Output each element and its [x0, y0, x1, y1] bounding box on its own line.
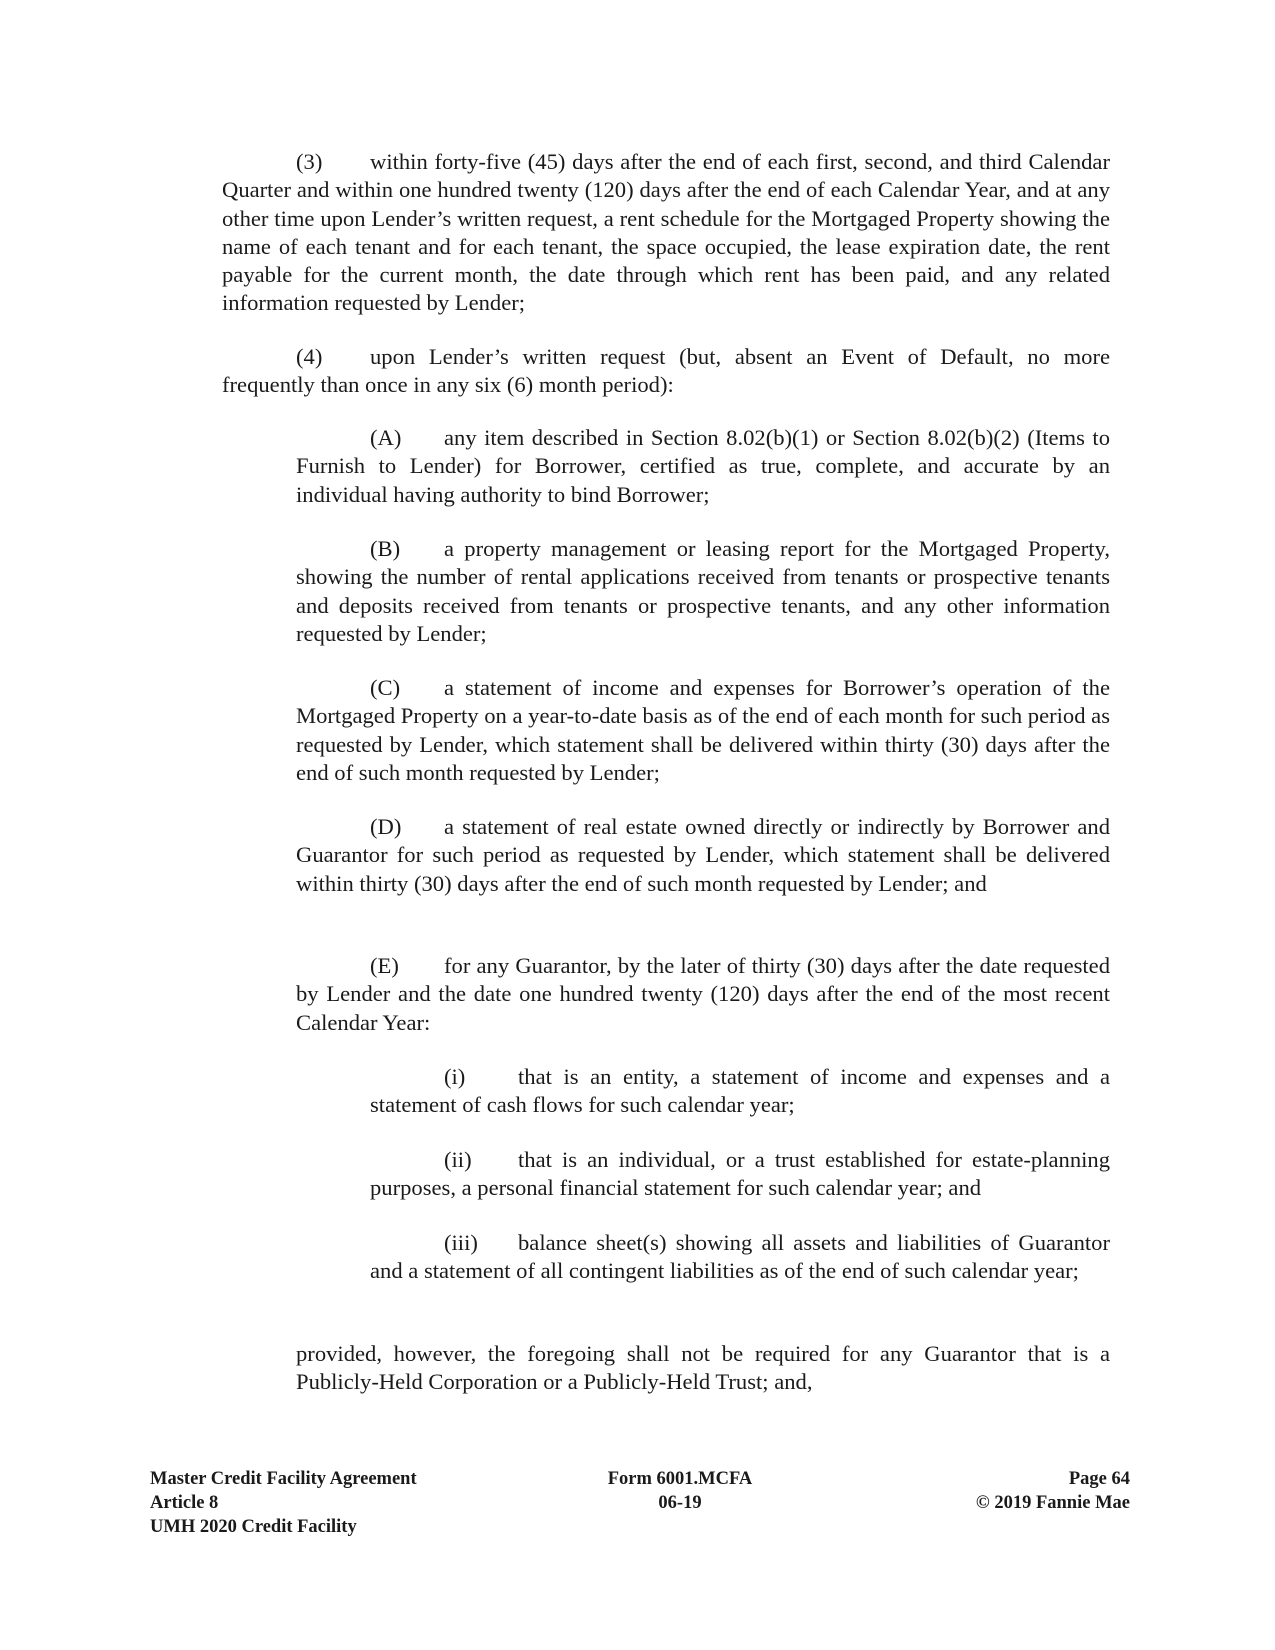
paragraph-C	[296, 674, 1110, 787]
paragraph-text: a statement of income and expenses for Borrower’s operation of the Mortgaged Property on a year-to-date basis as of the end of each month for such period as requested by Lender, which statement shall be delivered within thirty (30) days after the end of such month requested by Lender;	[296, 675, 1110, 785]
paragraph-3	[222, 148, 1110, 318]
footer-page-number: Page 64	[1068, 1469, 1130, 1489]
paragraph-text: within forty-five (45) days after the end of each first, second, and third Calendar Quarter and within one hundred twenty (120) days after the end of each Calendar Year, and at any other time upon Lender’s written request, a rent schedule for the Mortgaged Property showing the name of each tenant and for each tenant, the space occupied, the lease expiration date, the rent payable for the current month, the date through which rent has been paid, and any related information requested by Lender;	[222, 149, 1110, 316]
paragraph-text: for any Guarantor, by the later of thirty (30) days after the date requested by Lender and the date one hundred twenty (120) days after the end of the most recent Calendar Year:	[296, 953, 1110, 1035]
proviso-paragraph	[296, 1340, 1110, 1397]
paragraph-text: provided, however, the foregoing shall not be required for any Guarantor that is a Publicly-Held Corporation or a Publicly-Held Trust; and,	[296, 1341, 1110, 1395]
paragraph-text: upon Lender’s written request (but, absent an Event of Default, no more frequently than once in any six (6) month period):	[222, 344, 1110, 398]
footer-agreement-title: Master Credit Facility Agreement	[150, 1469, 417, 1489]
footer-left	[150, 1467, 417, 1539]
paragraph-label: (D)	[370, 814, 402, 839]
footer-article: Article 8	[150, 1493, 219, 1513]
paragraph-D	[296, 813, 1110, 898]
paragraph-4	[222, 343, 1110, 400]
paragraph-text: a statement of real estate owned directly or indirectly by Borrower and Guarantor for such period as requested by Lender, which statement shall be delivered within thirty (30) days after the end of such month requested by Lender; and	[296, 814, 1110, 896]
paragraph-text: balance sheet(s) showing all assets and liabilities of Guarantor and a statement of all contingent liabilities as of the end of such calendar year;	[370, 1230, 1110, 1284]
paragraph-text: that is an entity, a statement of income and expenses and a statement of cash flows for such calendar year;	[370, 1064, 1110, 1118]
paragraph-E	[296, 952, 1110, 1037]
paragraph-text: any item described in Section 8.02(b)(1) or Section 8.02(b)(2) (Items to Furnish to Lender) for Borrower, certified as true, complete, and accurate by an individual having authority to bind Borrower;	[296, 425, 1110, 507]
paragraph-i	[370, 1063, 1110, 1120]
footer-copyright: © 2019 Fannie Mae	[975, 1493, 1130, 1513]
paragraph-label: (3)	[296, 149, 323, 174]
footer-right	[880, 1467, 1130, 1515]
paragraph-label: (iii)	[444, 1230, 478, 1255]
paragraph-B	[296, 535, 1110, 648]
paragraph-label: (ii)	[444, 1147, 472, 1172]
paragraph-text: that is an individual, or a trust established for estate-planning purposes, a personal financial statement for such calendar year; and	[370, 1147, 1110, 1201]
paragraph-label: (E)	[370, 953, 399, 978]
footer-form-date: 06-19	[658, 1493, 702, 1513]
paragraph-A	[296, 424, 1110, 509]
paragraph-iii	[370, 1229, 1110, 1286]
footer-center	[560, 1467, 800, 1515]
paragraph-label: (i)	[444, 1064, 466, 1089]
footer-form-number: Form 6001.MCFA	[607, 1469, 753, 1489]
paragraph-label: (A)	[370, 425, 402, 450]
paragraph-label: (B)	[370, 536, 401, 561]
footer-facility-name: UMH 2020 Credit Facility	[150, 1517, 357, 1537]
paragraph-ii	[370, 1146, 1110, 1203]
paragraph-label: (4)	[296, 344, 323, 369]
paragraph-text: a property management or leasing report for the Mortgaged Property, showing the number of rental applications received from tenants or prospective tenants and deposits received from tenants or prospective tenants, and any other information requested by Lender;	[296, 536, 1110, 646]
paragraph-label: (C)	[370, 675, 401, 700]
